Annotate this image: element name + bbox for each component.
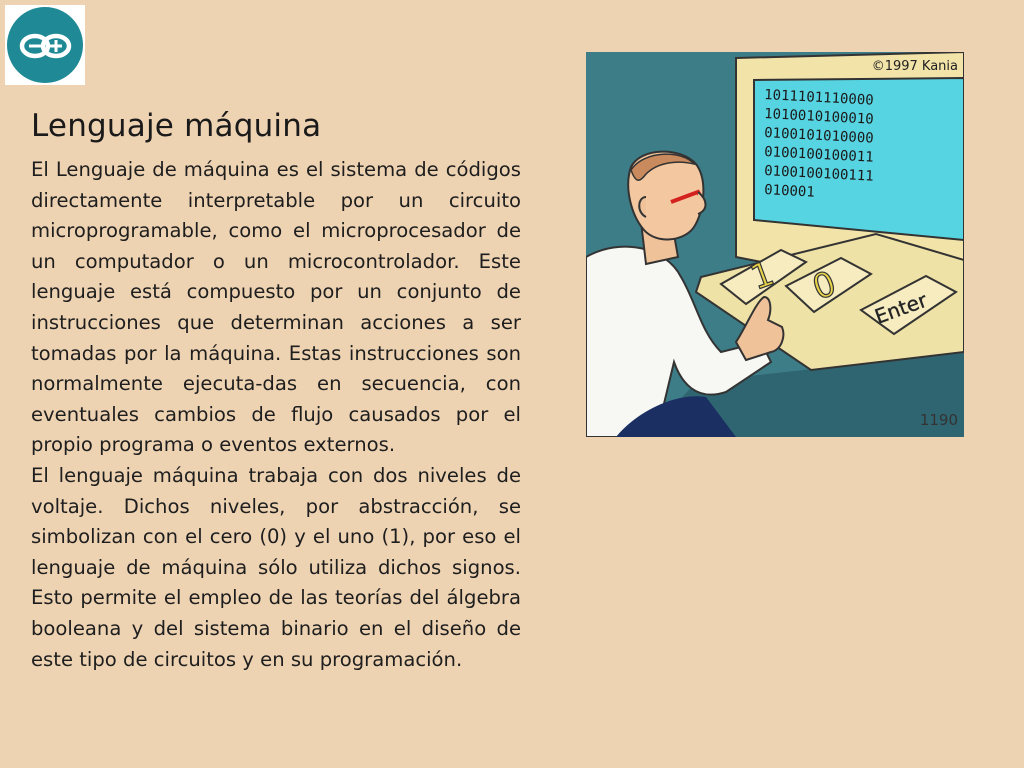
screen-binary-line: 0100100100011 <box>763 144 875 166</box>
paragraph-voltage-levels: El lenguaje máquina trabaja con dos niveles de voltaje. Dichos niveles, por abstracción, se simbolizan con el cero (0) y el uno (1), por eso el lenguaje de máquina sólo utiliza dichos signos. Esto permite el empleo de las teorías del álgebra booleana y del sistema binario en el diseño de este tipo de circuitos y en su programación. <box>31 463 521 671</box>
slide-title: Lenguaje máquina <box>31 108 322 144</box>
screen-binary-line: 0100101010000 <box>763 125 875 147</box>
slide-body <box>31 155 521 675</box>
screen-binary-line: 1011101110000 <box>763 87 875 109</box>
paragraph-definition: El Lenguaje de máquina es el sistema de códigos directamente interpretable por un circuito microprogramable, como el microprocesador de un computador o un microcontrolador. Este lenguaje está compuesto por un conjunto de instrucciones que determinan acciones a ser tomadas por la máquina. Estas instrucciones son normalmente ejecuta-das en secuencia, con eventuales cambios de flujo causados por el propio programa o eventos externos. <box>31 158 521 457</box>
machine-language-cartoon <box>586 52 964 437</box>
key-label: 1 <box>745 253 780 299</box>
screen-binary-line: 1010010100010 <box>763 106 875 128</box>
copyright-label: ©1997 Kania <box>871 59 958 74</box>
panel-number: 1190 <box>919 411 958 429</box>
screen-binary-line: 010001 <box>763 182 816 201</box>
screen-binary-text <box>586 52 964 437</box>
key-label: Enter <box>871 287 931 329</box>
arduino-logo <box>5 5 85 85</box>
screen-binary-line: 0100100100111 <box>763 163 875 185</box>
arduino-logo-icon <box>5 5 85 85</box>
key-label: 0 <box>807 263 842 309</box>
